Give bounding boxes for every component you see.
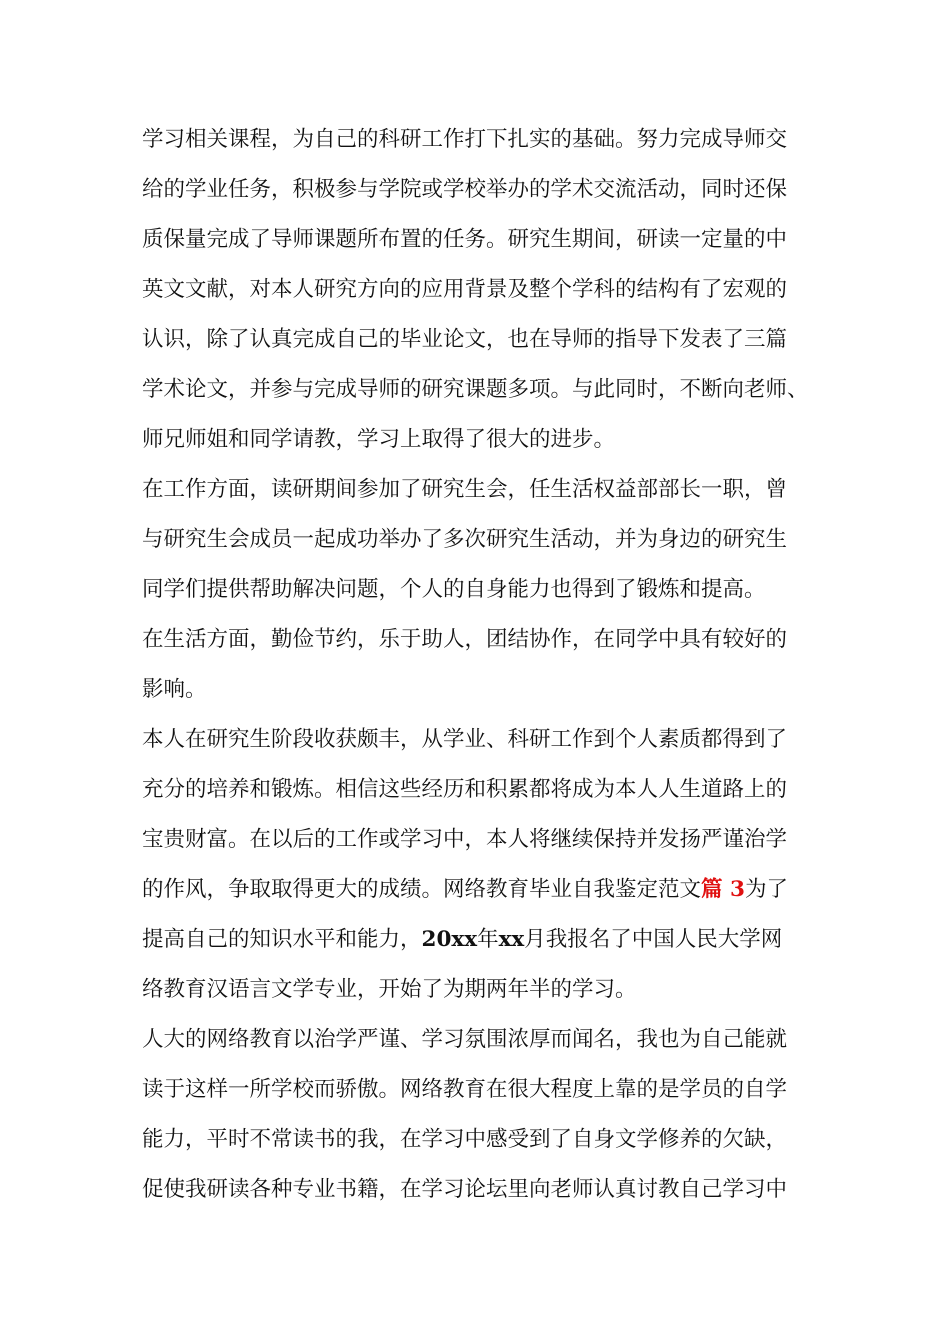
text-line: 影响。 [142, 677, 207, 702]
text-line: 在生活方面，勤俭节约，乐于助人，团结协作，在同学中具有较好的 [142, 627, 788, 652]
text-line: 认识，除了认真完成自己的毕业论文，也在导师的指导下发表了三篇 [142, 327, 788, 352]
text-segment: 提高自己的知识水平和能力， [142, 927, 422, 952]
text-line: 读于这样一所学校而骄傲。网络教育在很大程度上靠的是学员的自学 [142, 1077, 788, 1102]
section-marker: 篇 3 [701, 877, 745, 902]
text-segment: 年 [477, 927, 499, 952]
text-line: 络教育汉语言文学专业，开始了为期两年半的学习。 [142, 977, 637, 1002]
text-segment: 的作风，争取取得更大的成绩。网络教育毕业自我鉴定范文 [142, 877, 702, 902]
text-line: 宝贵财富。在以后的工作或学习中，本人将继续保持并发扬严谨治学 [142, 827, 788, 852]
text-line: 在工作方面，读研期间参加了研究生会，任生活权益部部长一职，曾 [142, 477, 788, 502]
text-line: 质保量完成了导师课题所布置的任务。研究生期间，研读一定量的中 [142, 227, 788, 252]
text-line: 英文文献，对本人研究方向的应用背景及整个学科的结构有了宏观的 [142, 277, 788, 302]
text-line: 学术论文，并参与完成导师的研究课题多项。与此同时，不断向老师、 [142, 377, 809, 402]
text-line: 给的学业任务，积极参与学院或学校举办的学术交流活动，同时还保 [142, 177, 788, 202]
text-line [142, 875, 788, 905]
text-line: 与研究生会成员一起成功举办了多次研究生活动，并为身边的研究生 [142, 527, 788, 552]
year-placeholder: 20xx [421, 927, 478, 952]
text-line: 人大的网络教育以治学严谨、学习氛围浓厚而闻名，我也为自己能就 [142, 1027, 788, 1052]
text-line: 师兄师姐和同学请教，学习上取得了很大的进步。 [142, 427, 616, 452]
text-segment: 月我报名了中国人民大学网 [524, 927, 783, 952]
text-line: 促使我研读各种专业书籍，在学习论坛里向老师认真讨教自己学习中 [142, 1177, 788, 1202]
text-line: 同学们提供帮助解决问题，个人的自身能力也得到了锻炼和提高。 [142, 577, 766, 602]
text-segment: 为了 [744, 877, 788, 902]
text-line: 本人在研究生阶段收获颇丰，从学业、科研工作到个人素质都得到了 [142, 727, 788, 752]
text-line: 学习相关课程，为自己的科研工作打下扎实的基础。努力完成导师交 [142, 127, 788, 152]
month-placeholder: xx [498, 927, 525, 952]
text-line: 充分的培养和锻炼。相信这些经历和积累都将成为本人人生道路上的 [142, 777, 788, 802]
text-line [142, 925, 782, 955]
text-line: 能力，平时不常读书的我，在学习中感受到了自身文学修养的欠缺， [142, 1127, 788, 1152]
